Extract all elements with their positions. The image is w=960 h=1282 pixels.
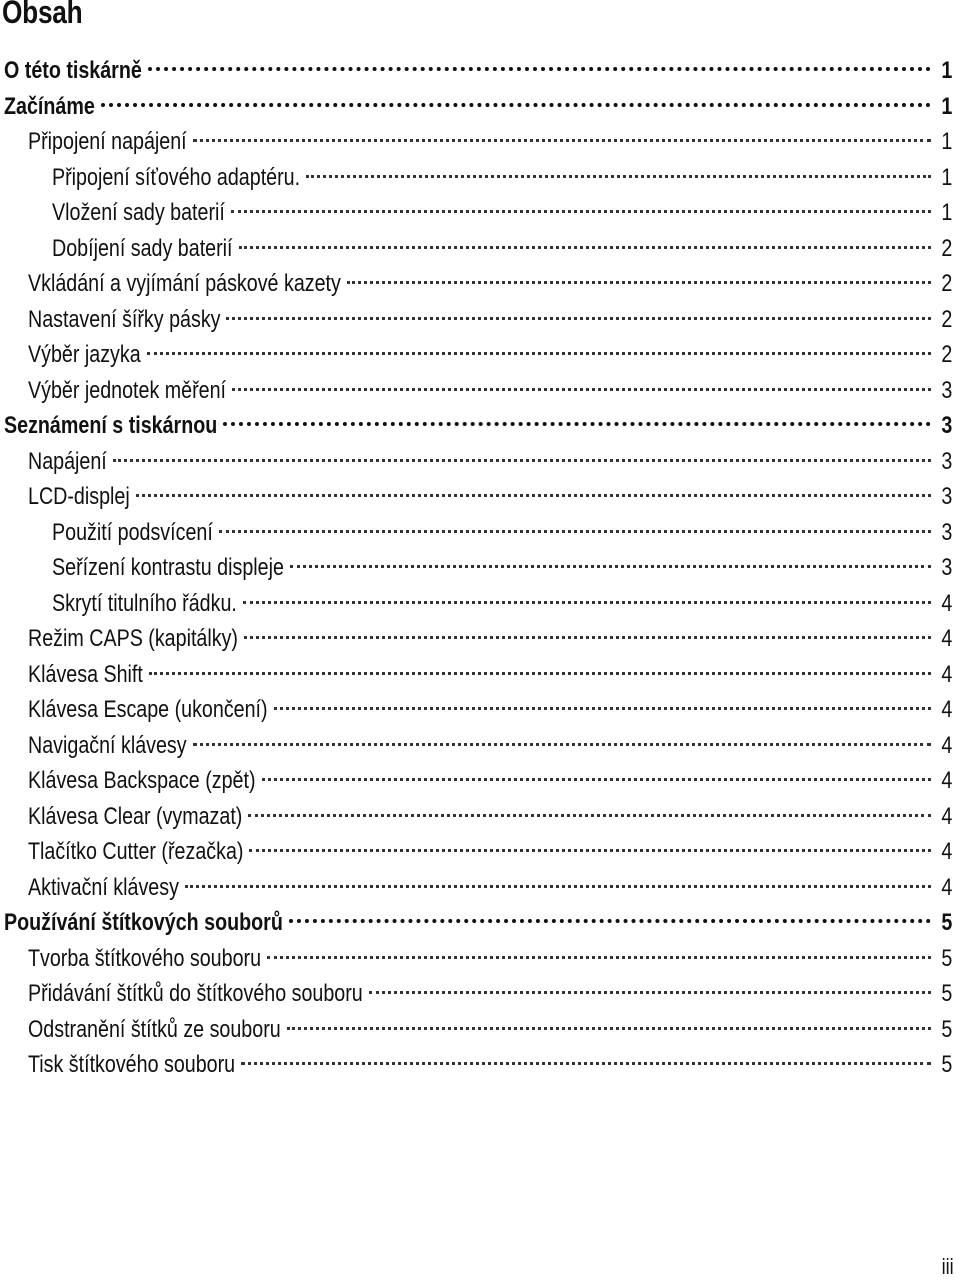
- toc-entry-page: 3: [941, 376, 952, 404]
- toc-entry[interactable]: [0, 621, 960, 657]
- toc-entry-label: Tlačítko Cutter (řezačka): [28, 838, 244, 865]
- toc-entry[interactable]: [0, 870, 960, 906]
- dot-leader: [239, 246, 931, 249]
- toc-entry-label: Nastavení šířky pásky: [28, 305, 221, 333]
- toc-entry-label: Použití podsvícení: [52, 518, 213, 546]
- toc-entry[interactable]: [0, 834, 960, 870]
- table-of-contents: [0, 53, 960, 1083]
- dot-leader: [136, 494, 931, 497]
- toc-entry-page: 3: [941, 412, 952, 439]
- toc-entry[interactable]: [0, 515, 960, 551]
- dot-leader: [185, 885, 931, 888]
- toc-entry-page: 4: [941, 767, 952, 794]
- toc-entry[interactable]: [0, 586, 960, 622]
- toc-entry-label: Vložení sady baterií: [52, 199, 225, 226]
- toc-entry-page: 1: [941, 92, 952, 120]
- toc-entry-page: 4: [941, 873, 952, 901]
- toc-entry-page: 4: [941, 838, 952, 865]
- toc-entry-page: 5: [941, 944, 952, 972]
- toc-entry-label: Výběr jednotek měření: [28, 376, 227, 404]
- toc-entry-page: 5: [941, 980, 952, 1007]
- dot-leader: [147, 352, 931, 355]
- dot-leader: [243, 601, 931, 604]
- toc-entry-label: Klávesa Escape (ukončení): [28, 696, 268, 723]
- dot-leader: [113, 459, 931, 462]
- toc-entry[interactable]: [0, 337, 960, 373]
- dot-leader: [193, 139, 931, 142]
- toc-entry[interactable]: [0, 1012, 960, 1048]
- toc-entry-page: 4: [941, 802, 952, 830]
- toc-entry-label: Připojení síťového adaptéru.: [52, 163, 301, 191]
- toc-entry-label: Klávesa Clear (vymazat): [28, 802, 243, 830]
- dot-leader: [149, 672, 931, 675]
- dot-leader: [101, 103, 931, 107]
- toc-entry-label: Odstranění štítků ze souboru: [28, 1015, 281, 1043]
- toc-entry[interactable]: [0, 195, 960, 231]
- dot-leader: [267, 956, 931, 959]
- toc-entry-label: Klávesa Shift: [28, 660, 143, 688]
- toc-entry[interactable]: [0, 905, 960, 941]
- toc-entry-page: 4: [941, 660, 952, 688]
- dot-leader: [231, 210, 931, 213]
- toc-entry-label: Výběr jazyka: [28, 341, 141, 368]
- dot-leader: [223, 422, 930, 426]
- dot-leader: [226, 317, 930, 320]
- toc-entry-page: 2: [941, 234, 952, 262]
- toc-entry[interactable]: [0, 373, 960, 409]
- toc-entry[interactable]: [0, 763, 960, 799]
- toc-entry[interactable]: [0, 160, 960, 196]
- toc-entry-label: Tisk štítkového souboru: [28, 1051, 236, 1078]
- toc-entry-page: 3: [941, 483, 952, 510]
- dot-leader: [248, 814, 930, 817]
- toc-entry[interactable]: [0, 657, 960, 693]
- toc-entry-page: 1: [941, 199, 952, 226]
- toc-entry[interactable]: [0, 941, 960, 977]
- toc-entry[interactable]: [0, 124, 960, 160]
- toc-entry-label: Klávesa Backspace (zpět): [28, 767, 256, 794]
- toc-entry[interactable]: [0, 408, 960, 444]
- page-number: iii: [941, 1254, 954, 1279]
- toc-entry[interactable]: [0, 550, 960, 586]
- toc-entry[interactable]: [0, 479, 960, 515]
- dot-leader: [289, 919, 931, 923]
- toc-entry-page: 4: [941, 589, 952, 617]
- toc-entry-page: 2: [941, 270, 952, 297]
- toc-entry[interactable]: [0, 53, 960, 89]
- toc-entry-label: Režim CAPS (kapitálky): [28, 625, 238, 652]
- dot-leader: [274, 707, 931, 710]
- dot-leader: [287, 1027, 931, 1030]
- toc-entry-label: Napájení: [28, 447, 107, 475]
- toc-entry-page: 5: [941, 1015, 952, 1043]
- toc-entry[interactable]: [0, 444, 960, 480]
- toc-entry[interactable]: [0, 799, 960, 835]
- dot-leader: [241, 1062, 931, 1065]
- dot-leader: [232, 388, 931, 391]
- toc-entry-label: Vkládání a vyjímání páskové kazety: [28, 270, 341, 297]
- toc-entry[interactable]: [0, 692, 960, 728]
- dot-leader: [244, 636, 931, 639]
- toc-entry-page: 4: [941, 731, 952, 759]
- toc-entry-page: 3: [941, 518, 952, 546]
- toc-entry-label: Dobíjení sady baterií: [52, 234, 233, 262]
- toc-entry-page: 4: [941, 696, 952, 723]
- toc-entry[interactable]: [0, 266, 960, 302]
- toc-entry[interactable]: [0, 1047, 960, 1083]
- toc-entry-page: 2: [941, 305, 952, 333]
- toc-entry-label: O této tiskárně: [4, 57, 142, 84]
- dot-leader: [347, 281, 931, 284]
- toc-entry-page: 1: [941, 128, 952, 155]
- toc-entry-page: 2: [941, 341, 952, 368]
- dot-leader: [148, 67, 931, 71]
- toc-entry-label: Používání štítkových souborů: [4, 909, 283, 936]
- page-title: Obsah: [2, 0, 83, 30]
- dot-leader: [262, 778, 931, 781]
- toc-entry-label: Aktivační klávesy: [28, 873, 179, 901]
- toc-entry-label: Navigační klávesy: [28, 731, 187, 759]
- toc-entry-label: Tvorba štítkového souboru: [28, 944, 262, 972]
- toc-entry-label: LCD-displej: [28, 483, 130, 510]
- toc-entry-page: 3: [941, 447, 952, 475]
- toc-entry-label: Seznámení s tiskárnou: [4, 412, 218, 439]
- toc-entry-page: 1: [941, 57, 952, 84]
- toc-entry[interactable]: [0, 302, 960, 338]
- toc-entry-label: Seřízení kontrastu displeje: [52, 554, 284, 581]
- toc-entry[interactable]: [0, 231, 960, 267]
- toc-entry-page: 4: [941, 625, 952, 652]
- toc-entry-label: Připojení napájení: [28, 128, 187, 155]
- toc-entry-page: 5: [941, 909, 952, 936]
- dot-leader: [249, 849, 930, 852]
- toc-entry[interactable]: [0, 976, 960, 1012]
- toc-entry[interactable]: [0, 89, 960, 125]
- dot-leader: [306, 175, 931, 178]
- toc-entry-page: 5: [941, 1051, 952, 1078]
- toc-entry-page: 3: [941, 554, 952, 581]
- dot-leader: [290, 565, 931, 568]
- toc-entry-label: Skrytí titulního řádku.: [52, 589, 237, 617]
- dot-leader: [369, 991, 931, 994]
- toc-entry-page: 1: [941, 163, 952, 191]
- dot-leader: [193, 743, 931, 746]
- toc-entry-label: Začínáme: [4, 92, 95, 120]
- toc-entry-label: Přidávání štítků do štítkového souboru: [28, 980, 363, 1007]
- toc-entry[interactable]: [0, 728, 960, 764]
- dot-leader: [219, 530, 931, 533]
